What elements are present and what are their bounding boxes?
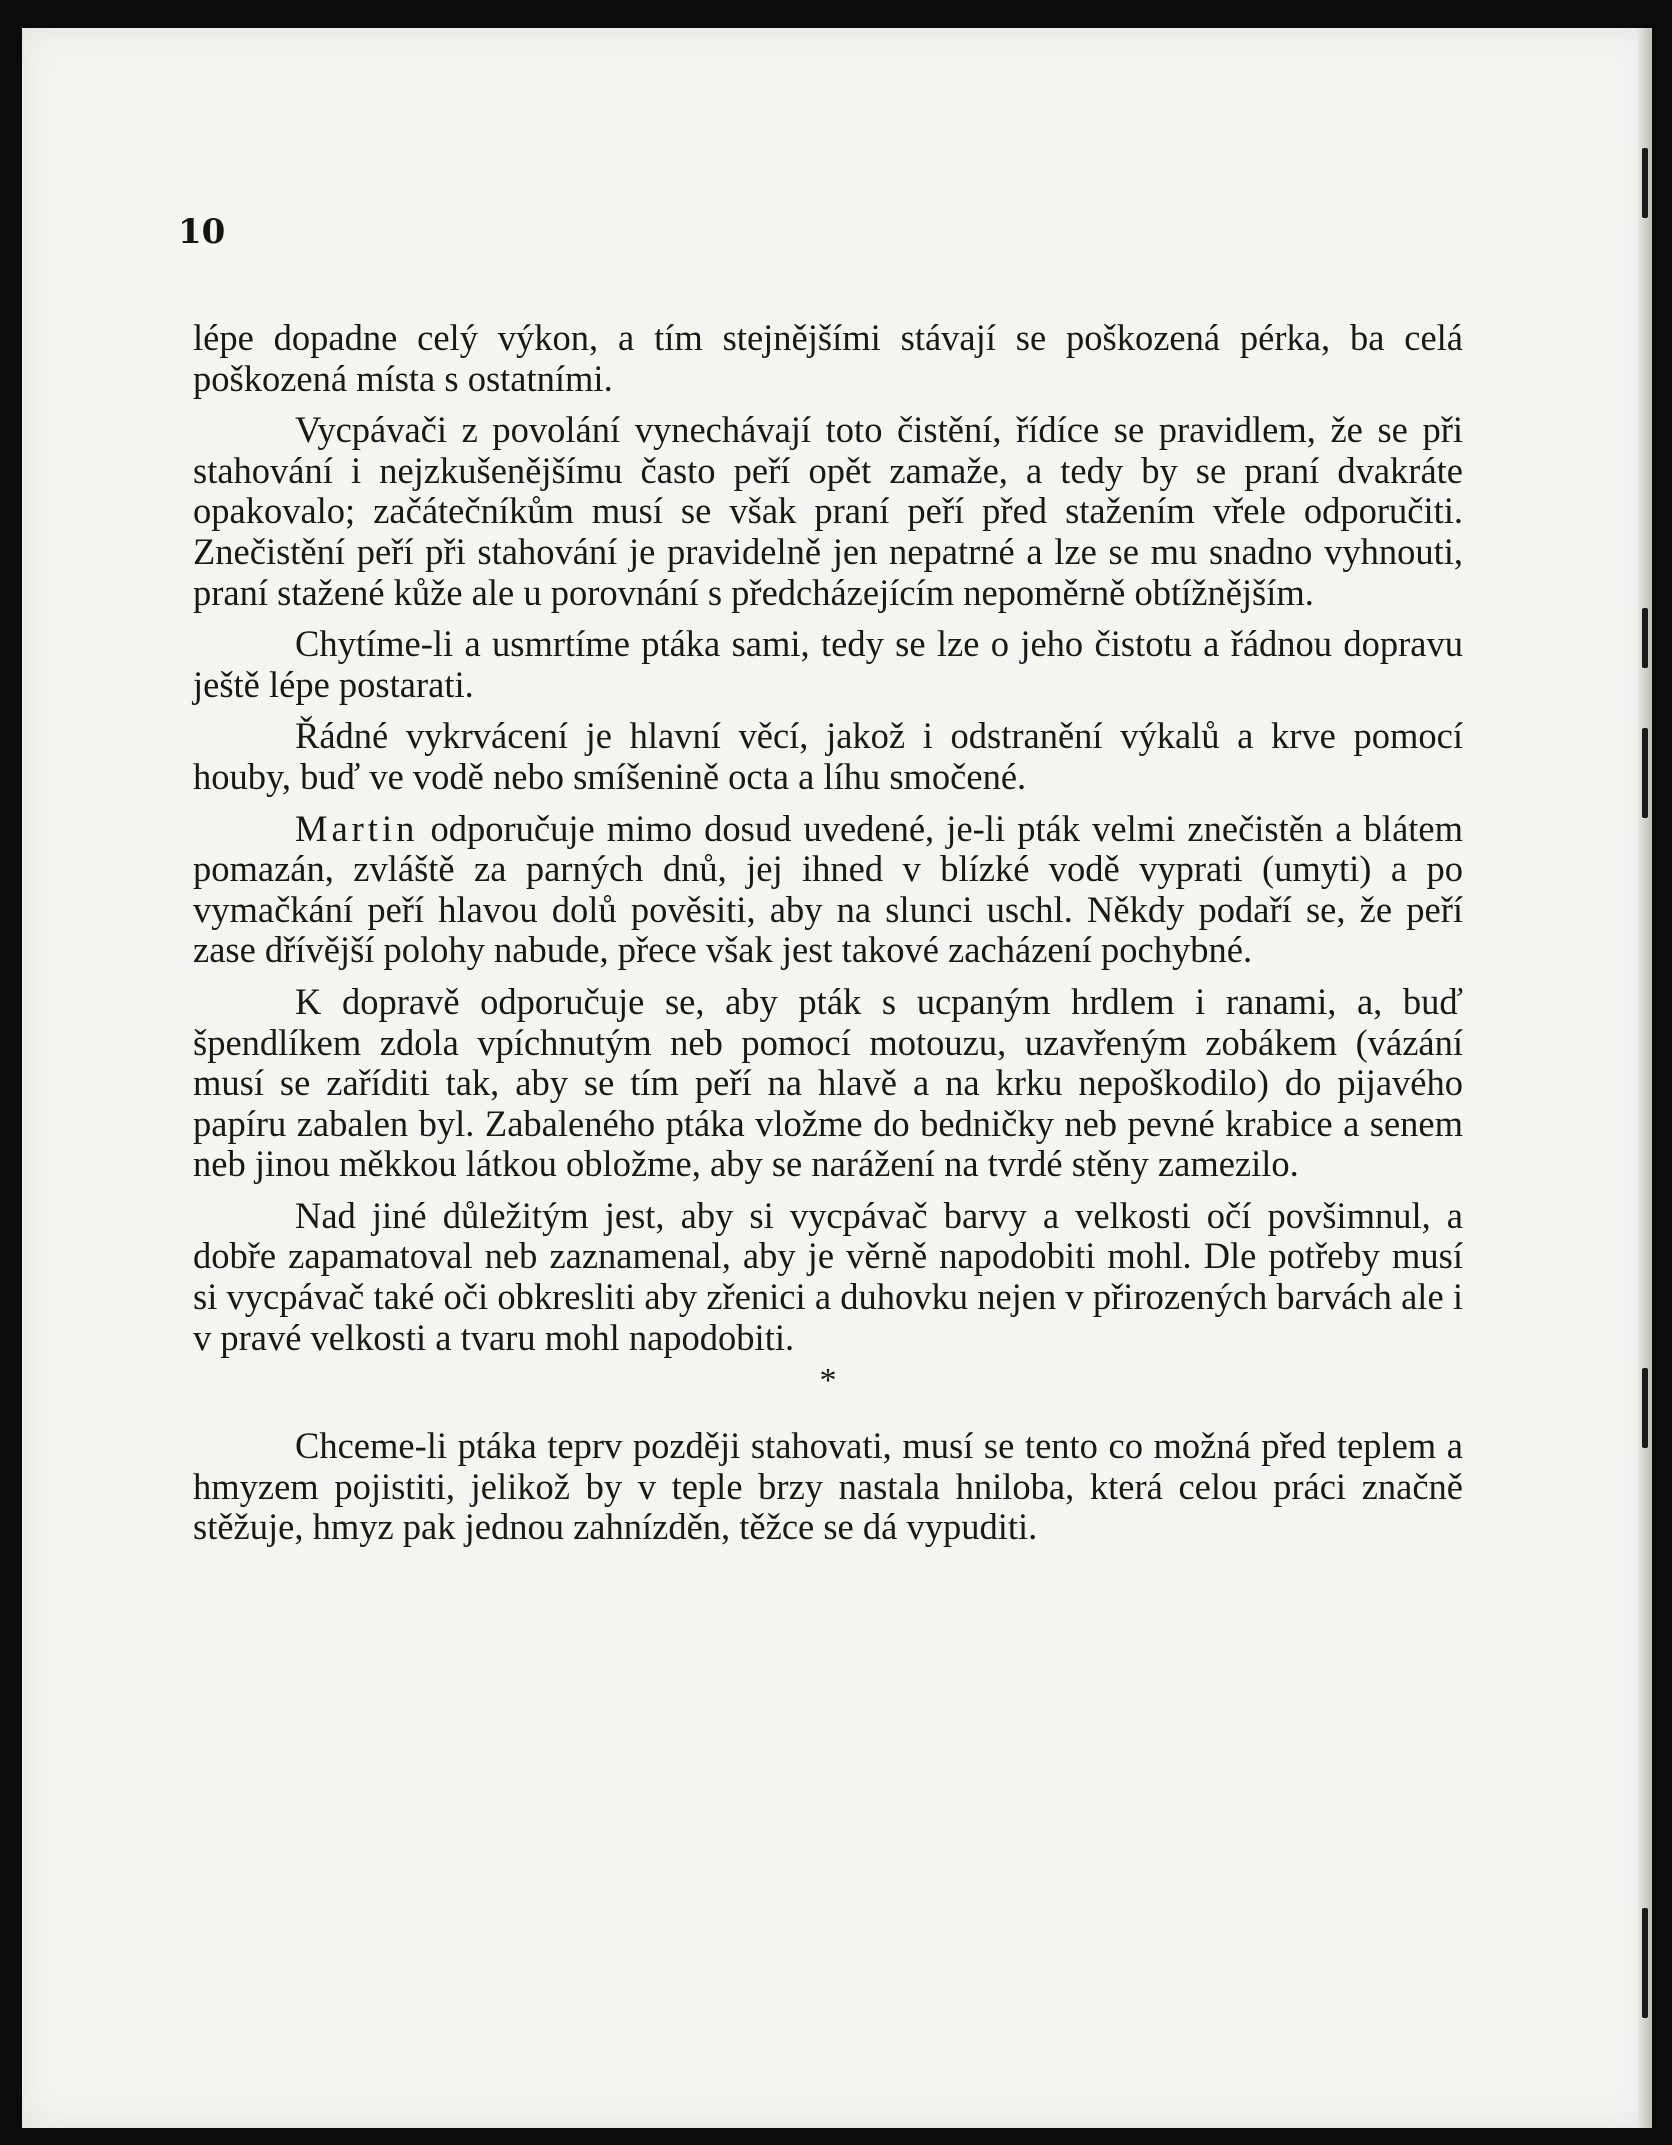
- edge-mark: [1642, 148, 1648, 218]
- paragraph: Chytíme-li a usmrtíme ptáka sami, tedy se lze o jeho čistotu a řádnou dopravu ještě lépe postarati.: [193, 623, 1463, 705]
- section-separator: *: [819, 1362, 837, 1400]
- paragraph: K dopravě odporučuje se, aby pták s ucpaným hrdlem i ranami, a, buď špendlíkem zdola vpíchnutým neb pomocí motouzu, uzavřeným zobákem (vázání musí se zaříditi tak, aby se tím peří na hlavě a na krku nepoškodilo) do pijavého papíru zabalen byl. Zabaleného ptáka vložme do bedničky neb pevné krabice a senem neb jinou měkkou látkou obložme, aby se narážení na tvrdé stěny zamezilo.: [193, 980, 1463, 1185]
- edge-mark: [1642, 1368, 1648, 1448]
- paragraph: lépe dopadne celý výkon, a tím stejnějšími stávají se poškozená pérka, ba celá poškozená místa s ostatními.: [193, 317, 1463, 399]
- body-text: [193, 318, 1463, 1548]
- page-edge: [1638, 28, 1652, 2128]
- edge-mark: [1642, 1908, 1648, 2018]
- author-name: Martin: [295, 807, 419, 849]
- paragraph: Vycpávači z povolání vynechávají toto čistění, řídíce se pravidlem, že se při stahování i nejzkušenějšímu často peří opět zamaže, a tedy by se praní dvakráte opakovalo; začátečníkům musí se však praní peří před stažením vřele odporučiti. Znečistění peří při stahování je pravidelně jen nepatrné a lze se mu snadno vyhnouti, praní stažené kůže ale u porovnání s předcházejícím nepoměrně obtížnějším.: [193, 409, 1463, 613]
- paragraph: [193, 809, 1463, 971]
- paragraph: Chceme-li ptáka teprv později stahovati, musí se tento co možná před teplem a hmyzem pojistiti, jelikož by v teple brzy nastala hniloba, která celou práci značně stěžuje, hmyz pak jednou zahnízděn, těžce se dá vypuditi.: [193, 1425, 1463, 1548]
- edge-mark: [1642, 608, 1648, 668]
- paragraph: Řádné vykrvácení je hlavní věcí, jakož i odstranění výkalů a krve pomocí houby, buď ve vodě nebo smíšenině octa a líhu smočené.: [193, 715, 1463, 797]
- paragraph-text: odporučuje mimo dosud uvedené, je-li pták velmi znečistěn a blátem pomazán, zvláště za parných dnů, jej ihned v blízké vodě vyprati (umyti) a po vymačkání peří hlavou dolů pověsiti, aby na slunci uschl. Někdy podaří se, že peří zase dřívější polohy nabude, přece však jest takové zacházení pochybné.: [193, 807, 1464, 971]
- edge-mark: [1642, 728, 1648, 818]
- paragraph: Nad jiné důležitým jest, aby si vycpávač barvy a velkosti očí povšimnul, a dobře zapamatoval neb zaznamenal, aby je věrně napodobiti mohl. Dle potřeby musí si vycpávač také oči obkresliti aby zřenici a duhovku nejen v přirozených barvách ale i v pravé velkosti a tvaru mohl napodobiti.: [193, 1194, 1463, 1358]
- page-number: 10: [178, 212, 226, 252]
